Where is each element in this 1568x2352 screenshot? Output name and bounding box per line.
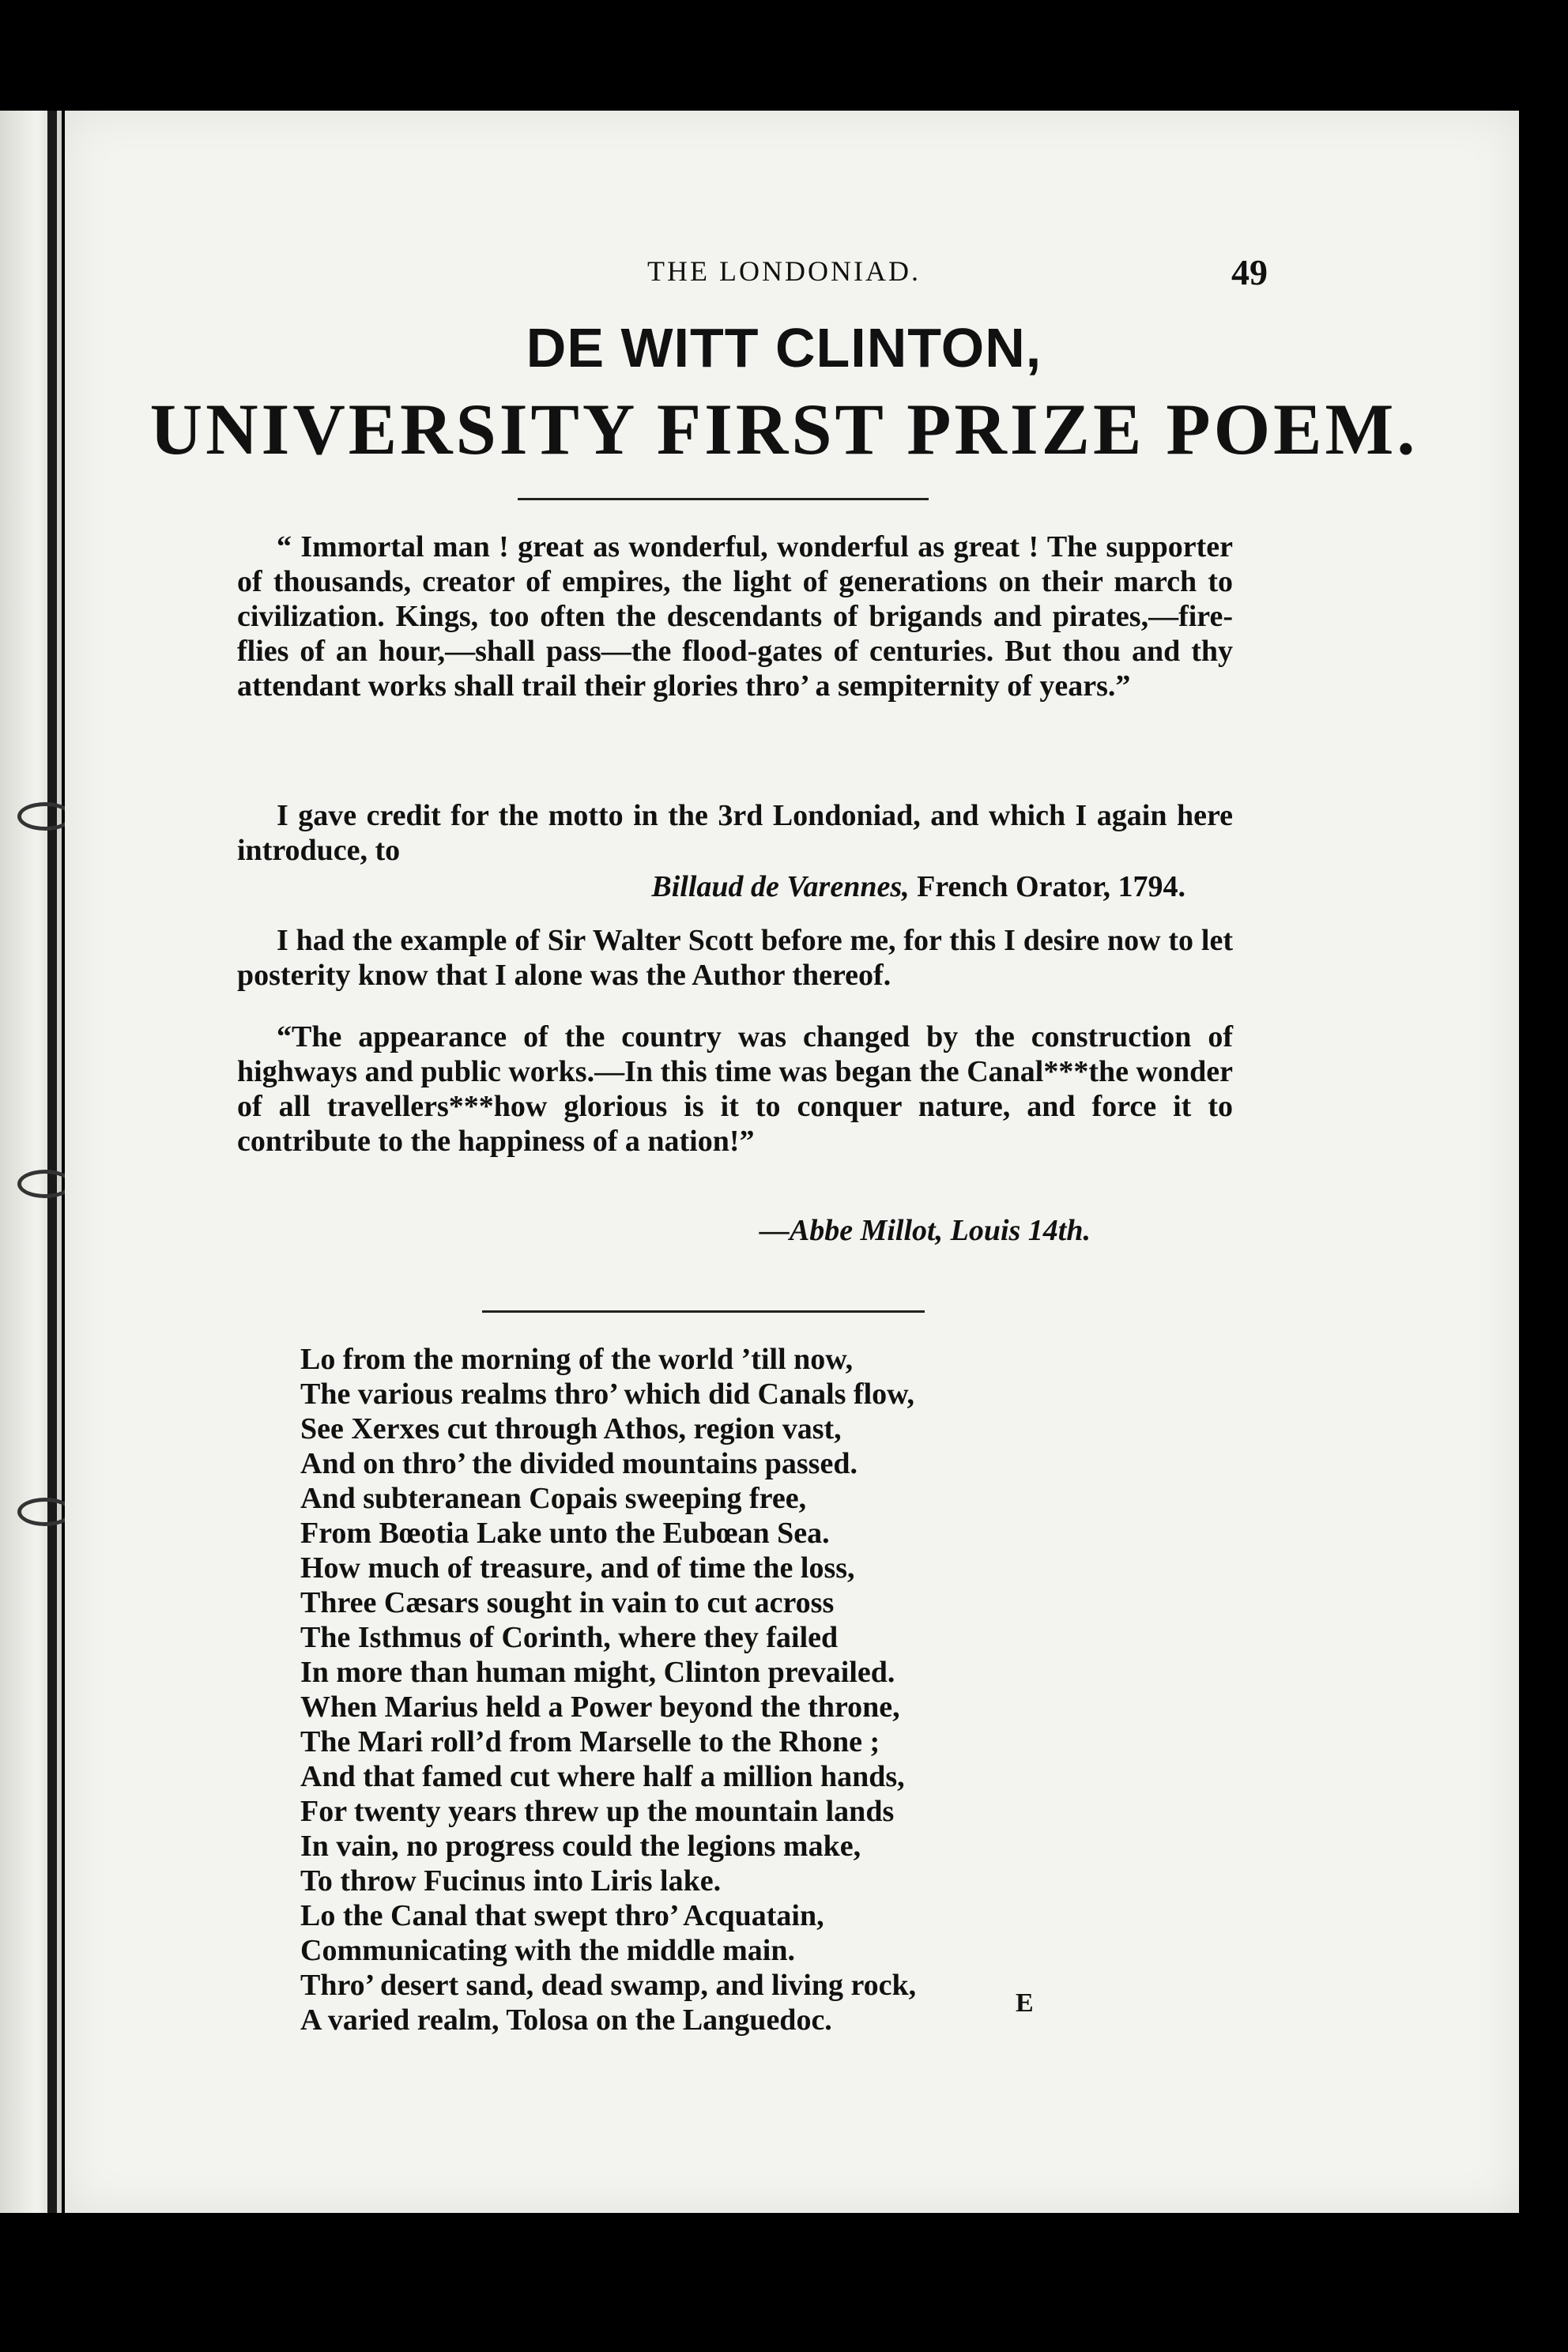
poem-subtitle: UNIVERSITY FIRST PRIZE POEM. [149, 389, 1419, 469]
poem-line: A varied realm, Tolosa on the Languedoc. [300, 2003, 832, 2037]
millot-attribution: —Abbe Millot, Louis 14th. [759, 1214, 1091, 1247]
poem-line: When Marius held a Power beyond the throne, [300, 1690, 900, 1724]
divider-rule [518, 498, 929, 500]
epigraph-attribution [0, 869, 1185, 904]
poem-line: And on thro’ the divided mountains passed. [300, 1447, 858, 1480]
poem-line: To throw Fucinus into Liris lake. [300, 1864, 722, 1898]
poem-line: And subteranean Copais sweeping free, [300, 1482, 807, 1515]
poem-line: And that famed cut where half a million hands, [300, 1760, 905, 1793]
millot-quote [237, 1020, 1233, 1159]
poem-line: In more than human might, Clinton prevailed. [300, 1656, 895, 1689]
signature-mark: E [1016, 1988, 1034, 2018]
attribution-detail: French Orator, 1794. [909, 870, 1185, 903]
poem-line: In vain, no progress could the legions make, [300, 1830, 861, 1863]
poem-line: Communicating with the middle main. [300, 1934, 795, 1967]
millot-quote-text: “The appearance of the country was changed by the construction of highways and public works.—In this time was began the Canal***the wonder of all travellers***how glorious is it to conquer nature, and force it to contribute to the happiness of a nation!” [237, 1020, 1233, 1158]
credit-text: I gave credit for the motto in the 3rd Londoniad, and which I again here introduce, to [237, 799, 1233, 867]
poem-line: For twenty years threw up the mountain lands [300, 1795, 895, 1828]
attribution-name: Billaud de Varennes, [651, 870, 910, 903]
poem-title: DE WITT CLINTON, [526, 317, 1042, 379]
page-number: 49 [1231, 252, 1268, 292]
authorship-text: I had the example of Sir Walter Scott before me, for this I desire now to let posterity know that I alone was the Author thereof. [237, 924, 1233, 992]
poem-line: The various realms thro’ which did Canals flow, [300, 1378, 914, 1411]
poem-line: Three Cæsars sought in vain to cut across [300, 1586, 835, 1619]
poem-line: The Isthmus of Corinth, where they failed [300, 1621, 839, 1654]
poem-line: Thro’ desert sand, dead swamp, and living rock, [300, 1969, 917, 2002]
authorship-paragraph [237, 923, 1233, 993]
poem-body [300, 1342, 1249, 2037]
epigraph-text: “ Immortal man ! great as wonderful, wonderful as great ! The supporter of thousands, creator of empires, the light of generations on their march to civilization. Kings, too often the descendants of brigands and pirates,—fire-flies of an hour,—shall pass—the flood-gates of centuries. But thou and thy attendant works shall trail their glories thro’ a sempiternity of years.” [237, 530, 1233, 703]
poem-line: The Mari roll’d from Marselle to the Rhone ; [300, 1725, 880, 1758]
running-head-title: THE LONDONIAD. [647, 255, 921, 287]
credit-paragraph [237, 798, 1233, 868]
divider-rule [482, 1310, 925, 1313]
poem-line: Lo from the morning of the world ’till now, [300, 1343, 854, 1376]
poem-line: From Bœotia Lake unto the Eubœan Sea. [300, 1517, 830, 1550]
poem-line: How much of treasure, and of time the loss, [300, 1551, 855, 1585]
poem-line: Lo the Canal that swept thro’ Acquatain, [300, 1899, 824, 1932]
epigraph-quote [237, 530, 1233, 703]
poem-line: See Xerxes cut through Athos, region vast, [300, 1412, 842, 1446]
